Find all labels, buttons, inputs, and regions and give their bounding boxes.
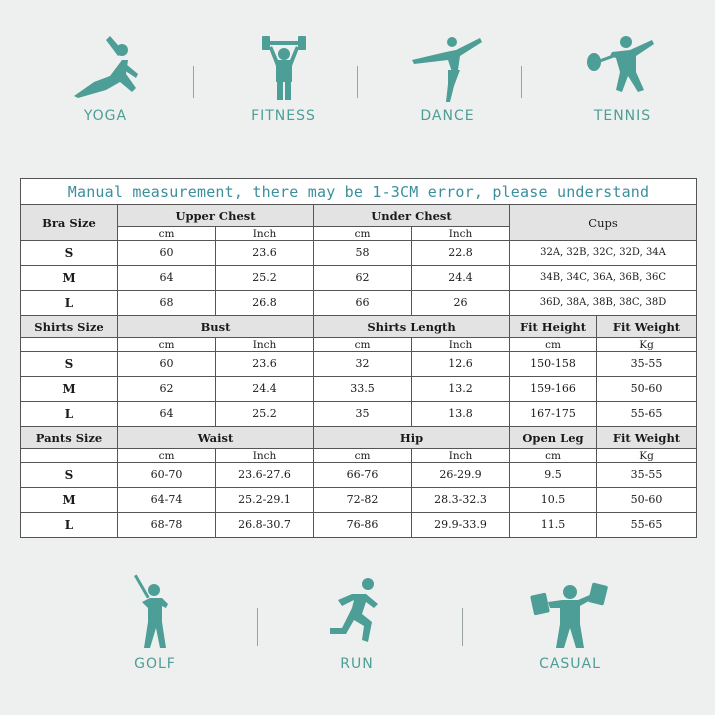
activity-dance — [400, 30, 495, 124]
value-cell: 32 — [314, 352, 412, 377]
cups-cell: 32A, 32B, 32C, 32D, 34A — [510, 241, 697, 266]
activity-fitness — [236, 30, 331, 124]
value-cell: 33.5 — [314, 377, 412, 402]
fit-height-header: Fit Height — [510, 316, 597, 338]
size-cell: L — [21, 513, 118, 538]
unit-cell: Inch — [216, 338, 314, 352]
table-row — [21, 402, 697, 427]
size-cell: L — [21, 291, 118, 316]
waist-header: Waist — [118, 427, 314, 449]
value-cell: 58 — [314, 241, 412, 266]
value-cell: 26.8-30.7 — [216, 513, 314, 538]
dance-icon — [408, 30, 488, 102]
table-row — [21, 377, 697, 402]
value-cell: 150-158 — [510, 352, 597, 377]
unit-cell: cm — [118, 449, 216, 463]
empty-cell — [21, 338, 118, 352]
shirts-unit-row — [21, 338, 697, 352]
value-cell: 24.4 — [412, 266, 510, 291]
value-cell: 35 — [314, 402, 412, 427]
size-cell: M — [21, 377, 118, 402]
activity-tennis — [565, 30, 680, 124]
fitness-icon — [244, 30, 324, 102]
cups-cell: 34B, 34C, 36A, 36B, 36C — [510, 266, 697, 291]
value-cell: 25.2 — [216, 402, 314, 427]
value-cell: 76-86 — [314, 513, 412, 538]
pants-header-row — [21, 427, 697, 449]
value-cell: 64 — [118, 266, 216, 291]
value-cell: 35-55 — [597, 352, 697, 377]
cups-cell: 36D, 38A, 38B, 38C, 38D — [510, 291, 697, 316]
activity-golf — [110, 572, 200, 672]
run-icon — [322, 572, 392, 650]
open-leg-header: Open Leg — [510, 427, 597, 449]
value-cell: 25.2 — [216, 266, 314, 291]
unit-cell: cm — [118, 338, 216, 352]
value-cell: 167-175 — [510, 402, 597, 427]
value-cell: 62 — [314, 266, 412, 291]
value-cell: 50-60 — [597, 377, 697, 402]
value-cell: 23.6 — [216, 241, 314, 266]
value-cell: 55-65 — [597, 402, 697, 427]
table-row — [21, 266, 697, 291]
size-cell: S — [21, 352, 118, 377]
value-cell: 64 — [118, 402, 216, 427]
size-cell: S — [21, 241, 118, 266]
activity-label: CASUAL — [539, 656, 601, 672]
value-cell: 23.6 — [216, 352, 314, 377]
divider — [462, 608, 463, 646]
upper-chest-header: Upper Chest — [118, 205, 314, 227]
size-chart-table — [20, 178, 697, 538]
value-cell: 66-76 — [314, 463, 412, 488]
activity-label: GOLF — [134, 656, 176, 672]
bottom-activity-row — [0, 572, 715, 692]
unit-cell: Kg — [597, 449, 697, 463]
top-activity-row — [0, 30, 715, 140]
table-row — [21, 463, 697, 488]
hip-header: Hip — [314, 427, 510, 449]
unit-cell: Inch — [412, 449, 510, 463]
value-cell: 55-65 — [597, 513, 697, 538]
value-cell: 23.6-27.6 — [216, 463, 314, 488]
pants-unit-row — [21, 449, 697, 463]
table-title-row — [21, 179, 697, 205]
value-cell: 50-60 — [597, 488, 697, 513]
value-cell: 159-166 — [510, 377, 597, 402]
value-cell: 10.5 — [510, 488, 597, 513]
yoga-icon — [66, 30, 146, 102]
value-cell: 13.8 — [412, 402, 510, 427]
pants-size-label: Pants Size — [21, 427, 118, 449]
value-cell: 13.2 — [412, 377, 510, 402]
value-cell: 66 — [314, 291, 412, 316]
divider — [193, 66, 194, 98]
shirts-length-header: Shirts Length — [314, 316, 510, 338]
activity-label: FITNESS — [251, 108, 316, 124]
activity-label: DANCE — [420, 108, 475, 124]
unit-cell: cm — [510, 449, 597, 463]
activity-yoga — [58, 30, 153, 124]
table-row — [21, 488, 697, 513]
value-cell: 35-55 — [597, 463, 697, 488]
unit-cell: Inch — [216, 449, 314, 463]
unit-cell: cm — [314, 338, 412, 352]
activity-label: YOGA — [83, 108, 128, 124]
value-cell: 60-70 — [118, 463, 216, 488]
table-title: Manual measurement, there may be 1-3CM error, please understand — [21, 179, 697, 205]
value-cell: 9.5 — [510, 463, 597, 488]
under-chest-header: Under Chest — [314, 205, 510, 227]
bra-size-label: Bra Size — [21, 205, 118, 241]
unit-cell: cm — [314, 227, 412, 241]
golf-icon — [120, 572, 190, 650]
unit-cell: cm — [314, 449, 412, 463]
unit-cell: Inch — [412, 338, 510, 352]
fit-weight-header: Fit Weight — [597, 427, 697, 449]
unit-cell: cm — [118, 227, 216, 241]
value-cell: 29.9-33.9 — [412, 513, 510, 538]
unit-cell: Inch — [412, 227, 510, 241]
divider — [521, 66, 522, 98]
value-cell: 12.6 — [412, 352, 510, 377]
value-cell: 26 — [412, 291, 510, 316]
casual-icon — [528, 572, 612, 650]
value-cell: 60 — [118, 241, 216, 266]
unit-cell: cm — [510, 338, 597, 352]
value-cell: 72-82 — [314, 488, 412, 513]
table-row — [21, 241, 697, 266]
fit-weight-header: Fit Weight — [597, 316, 697, 338]
activity-casual — [520, 572, 620, 672]
shirts-size-label: Shirts Size — [21, 316, 118, 338]
table-row — [21, 352, 697, 377]
unit-cell: Inch — [216, 227, 314, 241]
value-cell: 26-29.9 — [412, 463, 510, 488]
value-cell: 28.3-32.3 — [412, 488, 510, 513]
size-cell: L — [21, 402, 118, 427]
bust-header: Bust — [118, 316, 314, 338]
value-cell: 26.8 — [216, 291, 314, 316]
value-cell: 60 — [118, 352, 216, 377]
unit-cell: Kg — [597, 338, 697, 352]
activity-run — [312, 572, 402, 672]
size-cell: M — [21, 266, 118, 291]
value-cell: 11.5 — [510, 513, 597, 538]
activity-label: RUN — [340, 656, 374, 672]
value-cell: 24.4 — [216, 377, 314, 402]
tennis-icon — [578, 30, 668, 102]
cups-header: Cups — [510, 205, 697, 241]
value-cell: 64-74 — [118, 488, 216, 513]
empty-cell — [21, 449, 118, 463]
value-cell: 68-78 — [118, 513, 216, 538]
value-cell: 68 — [118, 291, 216, 316]
size-cell: S — [21, 463, 118, 488]
activity-label: TENNIS — [593, 108, 652, 124]
value-cell: 22.8 — [412, 241, 510, 266]
table-row — [21, 513, 697, 538]
value-cell: 62 — [118, 377, 216, 402]
table-row — [21, 291, 697, 316]
size-cell: M — [21, 488, 118, 513]
bra-header-row — [21, 205, 697, 227]
divider — [357, 66, 358, 98]
shirts-header-row — [21, 316, 697, 338]
value-cell: 25.2-29.1 — [216, 488, 314, 513]
divider — [257, 608, 258, 646]
